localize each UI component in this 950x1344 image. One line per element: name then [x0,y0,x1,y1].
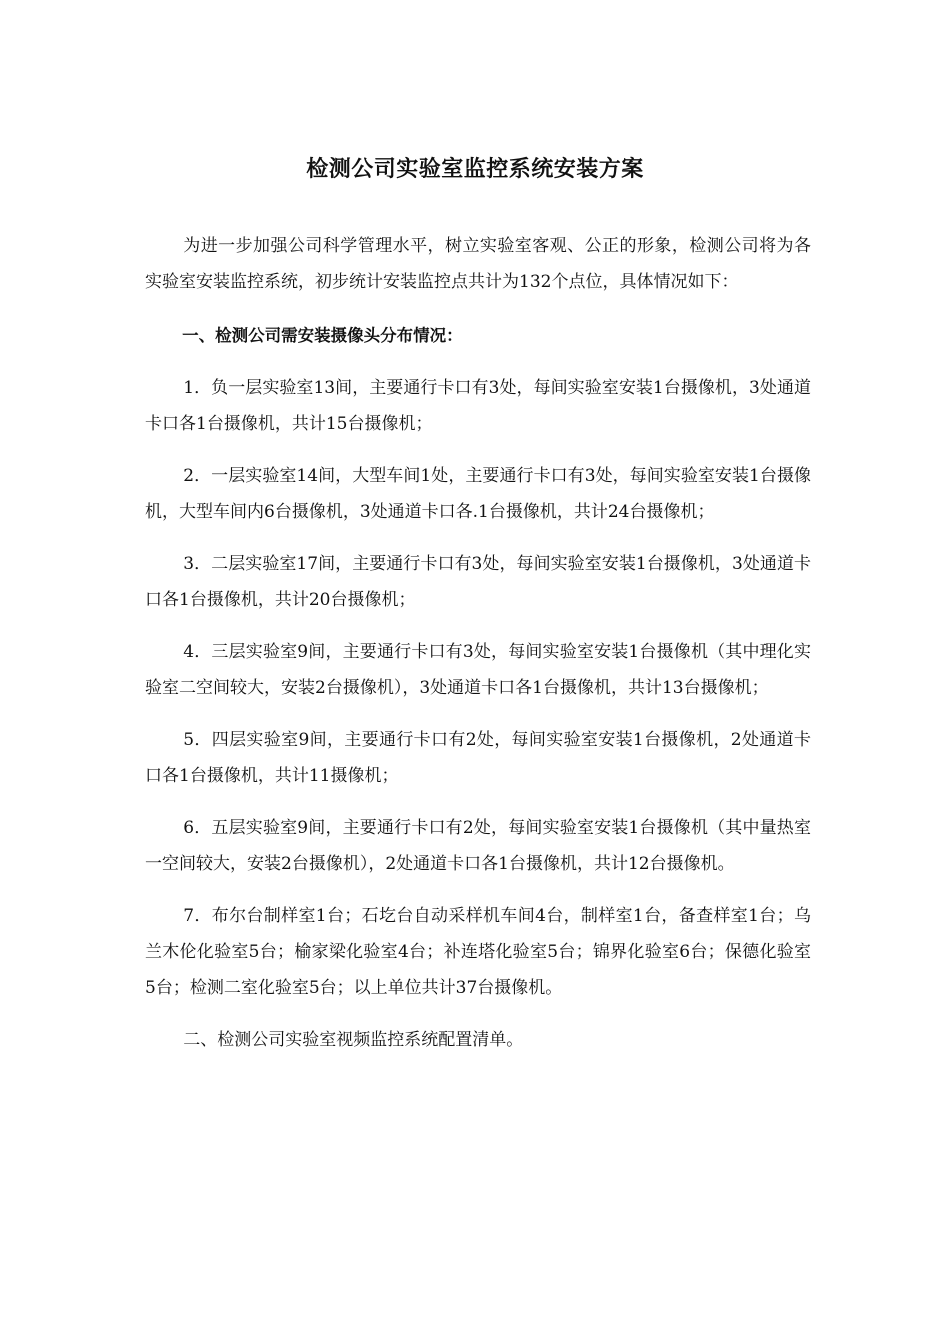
document-body [145,228,811,1074]
list-item-3 [145,546,811,618]
list-item-text: 五层实验室9间，主要通行卡口有2处，每间实验室安装1台摄像机（其中量热室一空间较大，安装2台摄像机），2处通道卡口各1台摄像机，共计12台摄像机。 [145,818,811,874]
list-item-number: 6． [183,818,212,838]
section-1-heading: 一、检测公司需安装摄像头分布情况： [182,326,463,345]
list-item-1 [145,370,811,442]
list-item-7 [145,898,811,1006]
document-title: 检测公司实验室监控系统安装方案 [306,157,644,182]
list-item-6 [145,810,811,882]
list-item-4 [145,634,811,706]
list-item-number: 4． [183,642,212,662]
list-item-2 [145,458,811,530]
list-item-text: 布尔台制样室1台；石圪台自动采样机车间4台，制样室1台，备查样室1台；乌兰木伦化验室5台；榆家梁化验室4台；补连塔化验室5台；锦界化验室6台；保德化验室5台；检测二室化验室5台；以上单位共计37台摄像机。 [145,906,811,998]
list-item-text: 三层实验室9间，主要通行卡口有3处，每间实验室安装1台摄像机（其中理化实验室二空间较大，安装2台摄像机），3处通道卡口各1台摄像机，共计13台摄像机； [145,642,811,698]
intro-paragraph: 为进一步加强公司科学管理水平，树立实验室客观、公正的形象，检测公司将为各实验室安装监控系统，初步统计安装监控点共计为132个点位，具体情况如下： [145,236,811,292]
list-item-text: 负一层实验室13间，主要通行卡口有3处，每间实验室安装1台摄像机，3处通道卡口各1台摄像机，共计15台摄像机； [145,378,811,434]
section-2-heading: 二、检测公司实验室视频监控系统配置清单。 [183,1030,524,1050]
list-item-number: 3． [183,554,212,574]
list-item-5 [145,722,811,794]
list-item-number: 2． [183,466,212,486]
list-item-number: 5． [183,730,212,750]
list-item-number: 7． [183,906,212,926]
list-item-text: 四层实验室9间，主要通行卡口有2处，每间实验室安装1台摄像机，2处通道卡口各1台摄像机，共计11摄像机； [145,730,811,786]
list-item-text: 一层实验室14间，大型车间1处，主要通行卡口有3处，每间实验室安装1台摄像机，大型车间内6台摄像机，3处通道卡口各.1台摄像机，共计24台摄像机； [145,466,811,522]
list-item-number: 1． [183,378,212,398]
list-item-text: 二层实验室17间，主要通行卡口有3处，每间实验室安装1台摄像机，3处通道卡口各1台摄像机，共计20台摄像机； [145,554,811,610]
